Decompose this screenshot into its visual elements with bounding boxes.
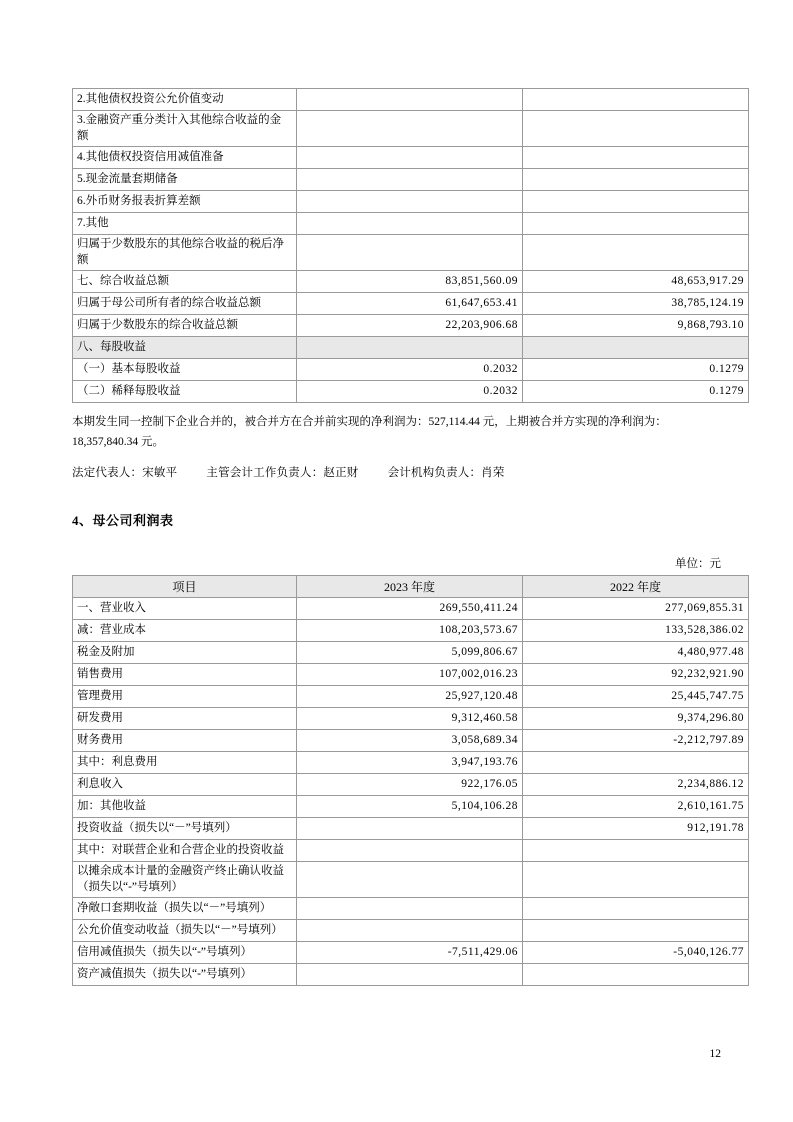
table-row bbox=[73, 840, 749, 862]
row-label: 减：营业成本 bbox=[73, 620, 297, 642]
row-value-prior bbox=[523, 337, 749, 359]
row-label: 7.其他 bbox=[73, 213, 297, 235]
row-label: 其中：对联营企业和合营企业的投资收益 bbox=[73, 840, 297, 862]
row-label: 七、综合收益总额 bbox=[73, 271, 297, 293]
table-row bbox=[73, 752, 749, 774]
table-row bbox=[73, 169, 749, 191]
parent-company-income-table bbox=[72, 575, 749, 986]
row-label: 3.金融资产重分类计入其他综合收益的金额 bbox=[73, 111, 297, 147]
row-value-current: 0.2032 bbox=[297, 359, 523, 381]
row-value-prior: 9,868,793.10 bbox=[523, 315, 749, 337]
table-row bbox=[73, 686, 749, 708]
accounting-organization-head: 会计机构负责人：肖荣 bbox=[387, 467, 505, 480]
row-label: 八、每股收益 bbox=[73, 337, 297, 359]
row-value-current: 3,947,193.76 bbox=[297, 752, 523, 774]
row-value-prior: 0.1279 bbox=[523, 381, 749, 403]
row-label: 4.其他债权投资信用减值准备 bbox=[73, 147, 297, 169]
table-row bbox=[73, 315, 749, 337]
row-value-prior bbox=[523, 191, 749, 213]
table-row bbox=[73, 89, 749, 111]
row-label: 研发费用 bbox=[73, 708, 297, 730]
row-value-prior: 25,445,747.75 bbox=[523, 686, 749, 708]
row-value-current bbox=[297, 840, 523, 862]
row-value-prior bbox=[523, 111, 749, 147]
row-label: 管理费用 bbox=[73, 686, 297, 708]
row-value-current: 107,002,016.23 bbox=[297, 664, 523, 686]
row-value-prior bbox=[523, 964, 749, 986]
row-value-current bbox=[297, 89, 523, 111]
signature-line bbox=[72, 464, 721, 480]
row-value-prior bbox=[523, 840, 749, 862]
merger-note: 本期发生同一控制下企业合并的，被合并方在合并前实现的净利润为：527,114.44 元，上期被合并方实现的净利润为：18,357,840.34 元。 bbox=[72, 416, 667, 449]
table-row bbox=[73, 642, 749, 664]
table-row bbox=[73, 235, 749, 271]
row-value-current: 5,104,106.28 bbox=[297, 796, 523, 818]
row-label: 归属于少数股东的其他综合收益的税后净额 bbox=[73, 235, 297, 271]
row-label: （二）稀释每股收益 bbox=[73, 381, 297, 403]
row-label: 资产减值损失（损失以“-”号填列） bbox=[73, 964, 297, 986]
row-label: 加：其他收益 bbox=[73, 796, 297, 818]
row-value-current: 5,099,806.67 bbox=[297, 642, 523, 664]
table-row bbox=[73, 381, 749, 403]
row-value-prior bbox=[523, 169, 749, 191]
row-value-prior: -2,212,797.89 bbox=[523, 730, 749, 752]
row-label: 利息收入 bbox=[73, 774, 297, 796]
row-value-prior: 38,785,124.19 bbox=[523, 293, 749, 315]
row-value-prior: 48,653,917.29 bbox=[523, 271, 749, 293]
table-row bbox=[73, 796, 749, 818]
row-value-current bbox=[297, 818, 523, 840]
row-value-current: 22,203,906.68 bbox=[297, 315, 523, 337]
row-value-current bbox=[297, 169, 523, 191]
row-value-prior: 133,528,386.02 bbox=[523, 620, 749, 642]
row-label: 以摊余成本计量的金融资产终止确认收益（损失以“-”号填列） bbox=[73, 862, 297, 898]
row-label: 销售费用 bbox=[73, 664, 297, 686]
row-value-prior: 912,191.78 bbox=[523, 818, 749, 840]
row-value-current bbox=[297, 235, 523, 271]
table-row bbox=[73, 964, 749, 986]
row-label: 净敞口套期收益（损失以“－”号填列） bbox=[73, 898, 297, 920]
row-value-current bbox=[297, 191, 523, 213]
table-row bbox=[73, 337, 749, 359]
row-value-prior bbox=[523, 235, 749, 271]
table-row bbox=[73, 730, 749, 752]
row-label: 归属于母公司所有者的综合收益总额 bbox=[73, 293, 297, 315]
table-row bbox=[73, 147, 749, 169]
row-value-current bbox=[297, 111, 523, 147]
page-number: 12 bbox=[709, 1048, 721, 1060]
row-value-current: 25,927,120.48 bbox=[297, 686, 523, 708]
row-value-current bbox=[297, 898, 523, 920]
row-value-current bbox=[297, 862, 523, 898]
table-row bbox=[73, 213, 749, 235]
table-row bbox=[73, 359, 749, 381]
unit-label: 单位：元 bbox=[675, 558, 721, 571]
column-header: 2022 年度 bbox=[523, 576, 749, 598]
row-value-prior bbox=[523, 898, 749, 920]
row-value-current: 9,312,460.58 bbox=[297, 708, 523, 730]
row-value-current bbox=[297, 964, 523, 986]
column-header: 2023 年度 bbox=[297, 576, 523, 598]
row-value-current: 0.2032 bbox=[297, 381, 523, 403]
row-value-prior: 9,374,296.80 bbox=[523, 708, 749, 730]
row-label: 公允价值变动收益（损失以“－”号填列） bbox=[73, 920, 297, 942]
table-header-row bbox=[73, 576, 749, 598]
row-label: 其中：利息费用 bbox=[73, 752, 297, 774]
table-row bbox=[73, 708, 749, 730]
row-value-prior: -5,040,126.77 bbox=[523, 942, 749, 964]
row-label: 税金及附加 bbox=[73, 642, 297, 664]
comprehensive-income-table bbox=[72, 88, 749, 403]
table-row bbox=[73, 598, 749, 620]
row-label: 财务费用 bbox=[73, 730, 297, 752]
row-value-prior bbox=[523, 920, 749, 942]
row-value-current: 3,058,689.34 bbox=[297, 730, 523, 752]
row-value-current: 108,203,573.67 bbox=[297, 620, 523, 642]
row-value-current: 83,851,560.09 bbox=[297, 271, 523, 293]
table-row bbox=[73, 293, 749, 315]
row-label: 5.现金流量套期储备 bbox=[73, 169, 297, 191]
row-label: 投资收益（损失以“－”号填列） bbox=[73, 818, 297, 840]
table-row bbox=[73, 191, 749, 213]
row-value-current bbox=[297, 213, 523, 235]
row-value-prior: 277,069,855.31 bbox=[523, 598, 749, 620]
row-value-prior: 2,610,161.75 bbox=[523, 796, 749, 818]
row-value-prior bbox=[523, 862, 749, 898]
row-value-current: -7,511,429.06 bbox=[297, 942, 523, 964]
table-row bbox=[73, 664, 749, 686]
row-label: （一）基本每股收益 bbox=[73, 359, 297, 381]
row-label: 归属于少数股东的综合收益总额 bbox=[73, 315, 297, 337]
row-value-prior bbox=[523, 752, 749, 774]
row-label: 信用减值损失（损失以“-”号填列） bbox=[73, 942, 297, 964]
row-label: 2.其他债权投资公允价值变动 bbox=[73, 89, 297, 111]
row-value-prior: 0.1279 bbox=[523, 359, 749, 381]
column-header: 项目 bbox=[73, 576, 297, 598]
row-value-prior bbox=[523, 147, 749, 169]
table-row bbox=[73, 942, 749, 964]
table-row bbox=[73, 774, 749, 796]
legal-representative: 法定代表人：宋敏平 bbox=[72, 467, 178, 480]
row-value-prior: 2,234,886.12 bbox=[523, 774, 749, 796]
table-row bbox=[73, 898, 749, 920]
row-label: 6.外币财务报表折算差额 bbox=[73, 191, 297, 213]
row-label: 一、营业收入 bbox=[73, 598, 297, 620]
table-row bbox=[73, 620, 749, 642]
table-row bbox=[73, 111, 749, 147]
table-row bbox=[73, 920, 749, 942]
accounting-head: 主管会计工作负责人：赵正财 bbox=[206, 467, 359, 480]
row-value-prior bbox=[523, 213, 749, 235]
table-row bbox=[73, 271, 749, 293]
row-value-current bbox=[297, 337, 523, 359]
row-value-prior: 92,232,921.90 bbox=[523, 664, 749, 686]
row-value-current bbox=[297, 920, 523, 942]
row-value-prior: 4,480,977.48 bbox=[523, 642, 749, 664]
table-row bbox=[73, 862, 749, 898]
row-value-current: 61,647,653.41 bbox=[297, 293, 523, 315]
row-value-current: 922,176.05 bbox=[297, 774, 523, 796]
row-value-current: 269,550,411.24 bbox=[297, 598, 523, 620]
row-value-prior bbox=[523, 89, 749, 111]
section-title: 4、母公司利润表 bbox=[72, 513, 174, 529]
table-row bbox=[73, 818, 749, 840]
row-value-current bbox=[297, 147, 523, 169]
